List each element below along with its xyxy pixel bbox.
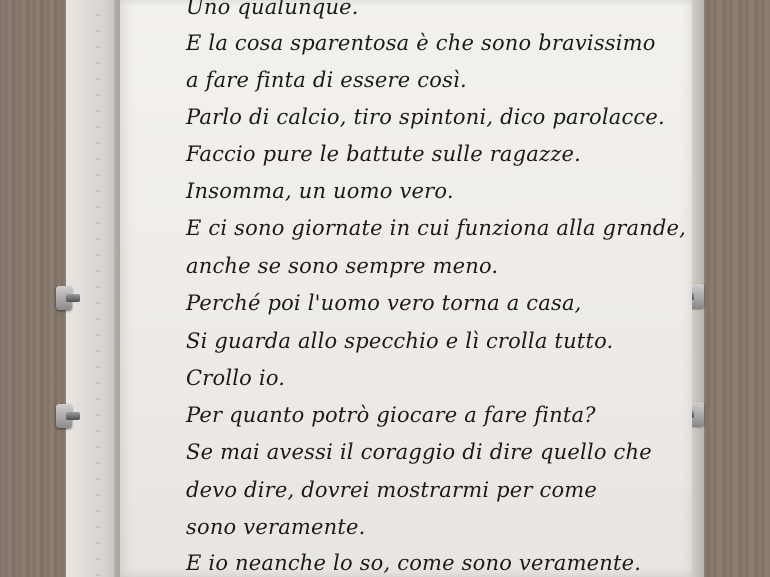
poem-line: Crollo io. [186,366,286,390]
poem-line: Insomma, un uomo vero. [186,179,454,203]
poem-line: devo dire, dovrei mostrarmi per come [186,478,598,502]
poem-line: Parlo di calcio, tiro spintoni, dico parolacce. [186,105,665,129]
poem-line: anche se sono sempre meno. [186,254,499,278]
poem-line: a fare finta di essere così. [186,68,467,92]
poem-line: Se mai avessi il coraggio di dire quello che [186,440,652,464]
poem-line: Per quanto potrò giocare a fare finta? [186,403,596,427]
poem-line: sono veramente. [186,515,366,539]
poem-line: E ci sono giornate in cui funziona alla grande, [186,216,687,240]
poem-line: Si guarda allo specchio e lì crolla tutto. [186,329,614,353]
poem-line: Perché poi l'uomo vero torna a casa, [186,291,582,315]
wood-panel-right [700,0,770,577]
poem-line: Faccio pure le battute sulle ragazze. [186,142,582,166]
poem-line: Uno qualunque. [186,0,359,19]
hinge-icon [56,280,78,316]
hinge-icon [56,398,78,434]
shelf-pin-holes [96,0,100,577]
poem-line: E la cosa sparentosa è che sono bravissimo [186,31,656,55]
handwritten-poem [120,0,692,577]
poem-line: E io neanche lo so, come sono veramente. [186,551,642,575]
handwritten-board [120,0,692,577]
